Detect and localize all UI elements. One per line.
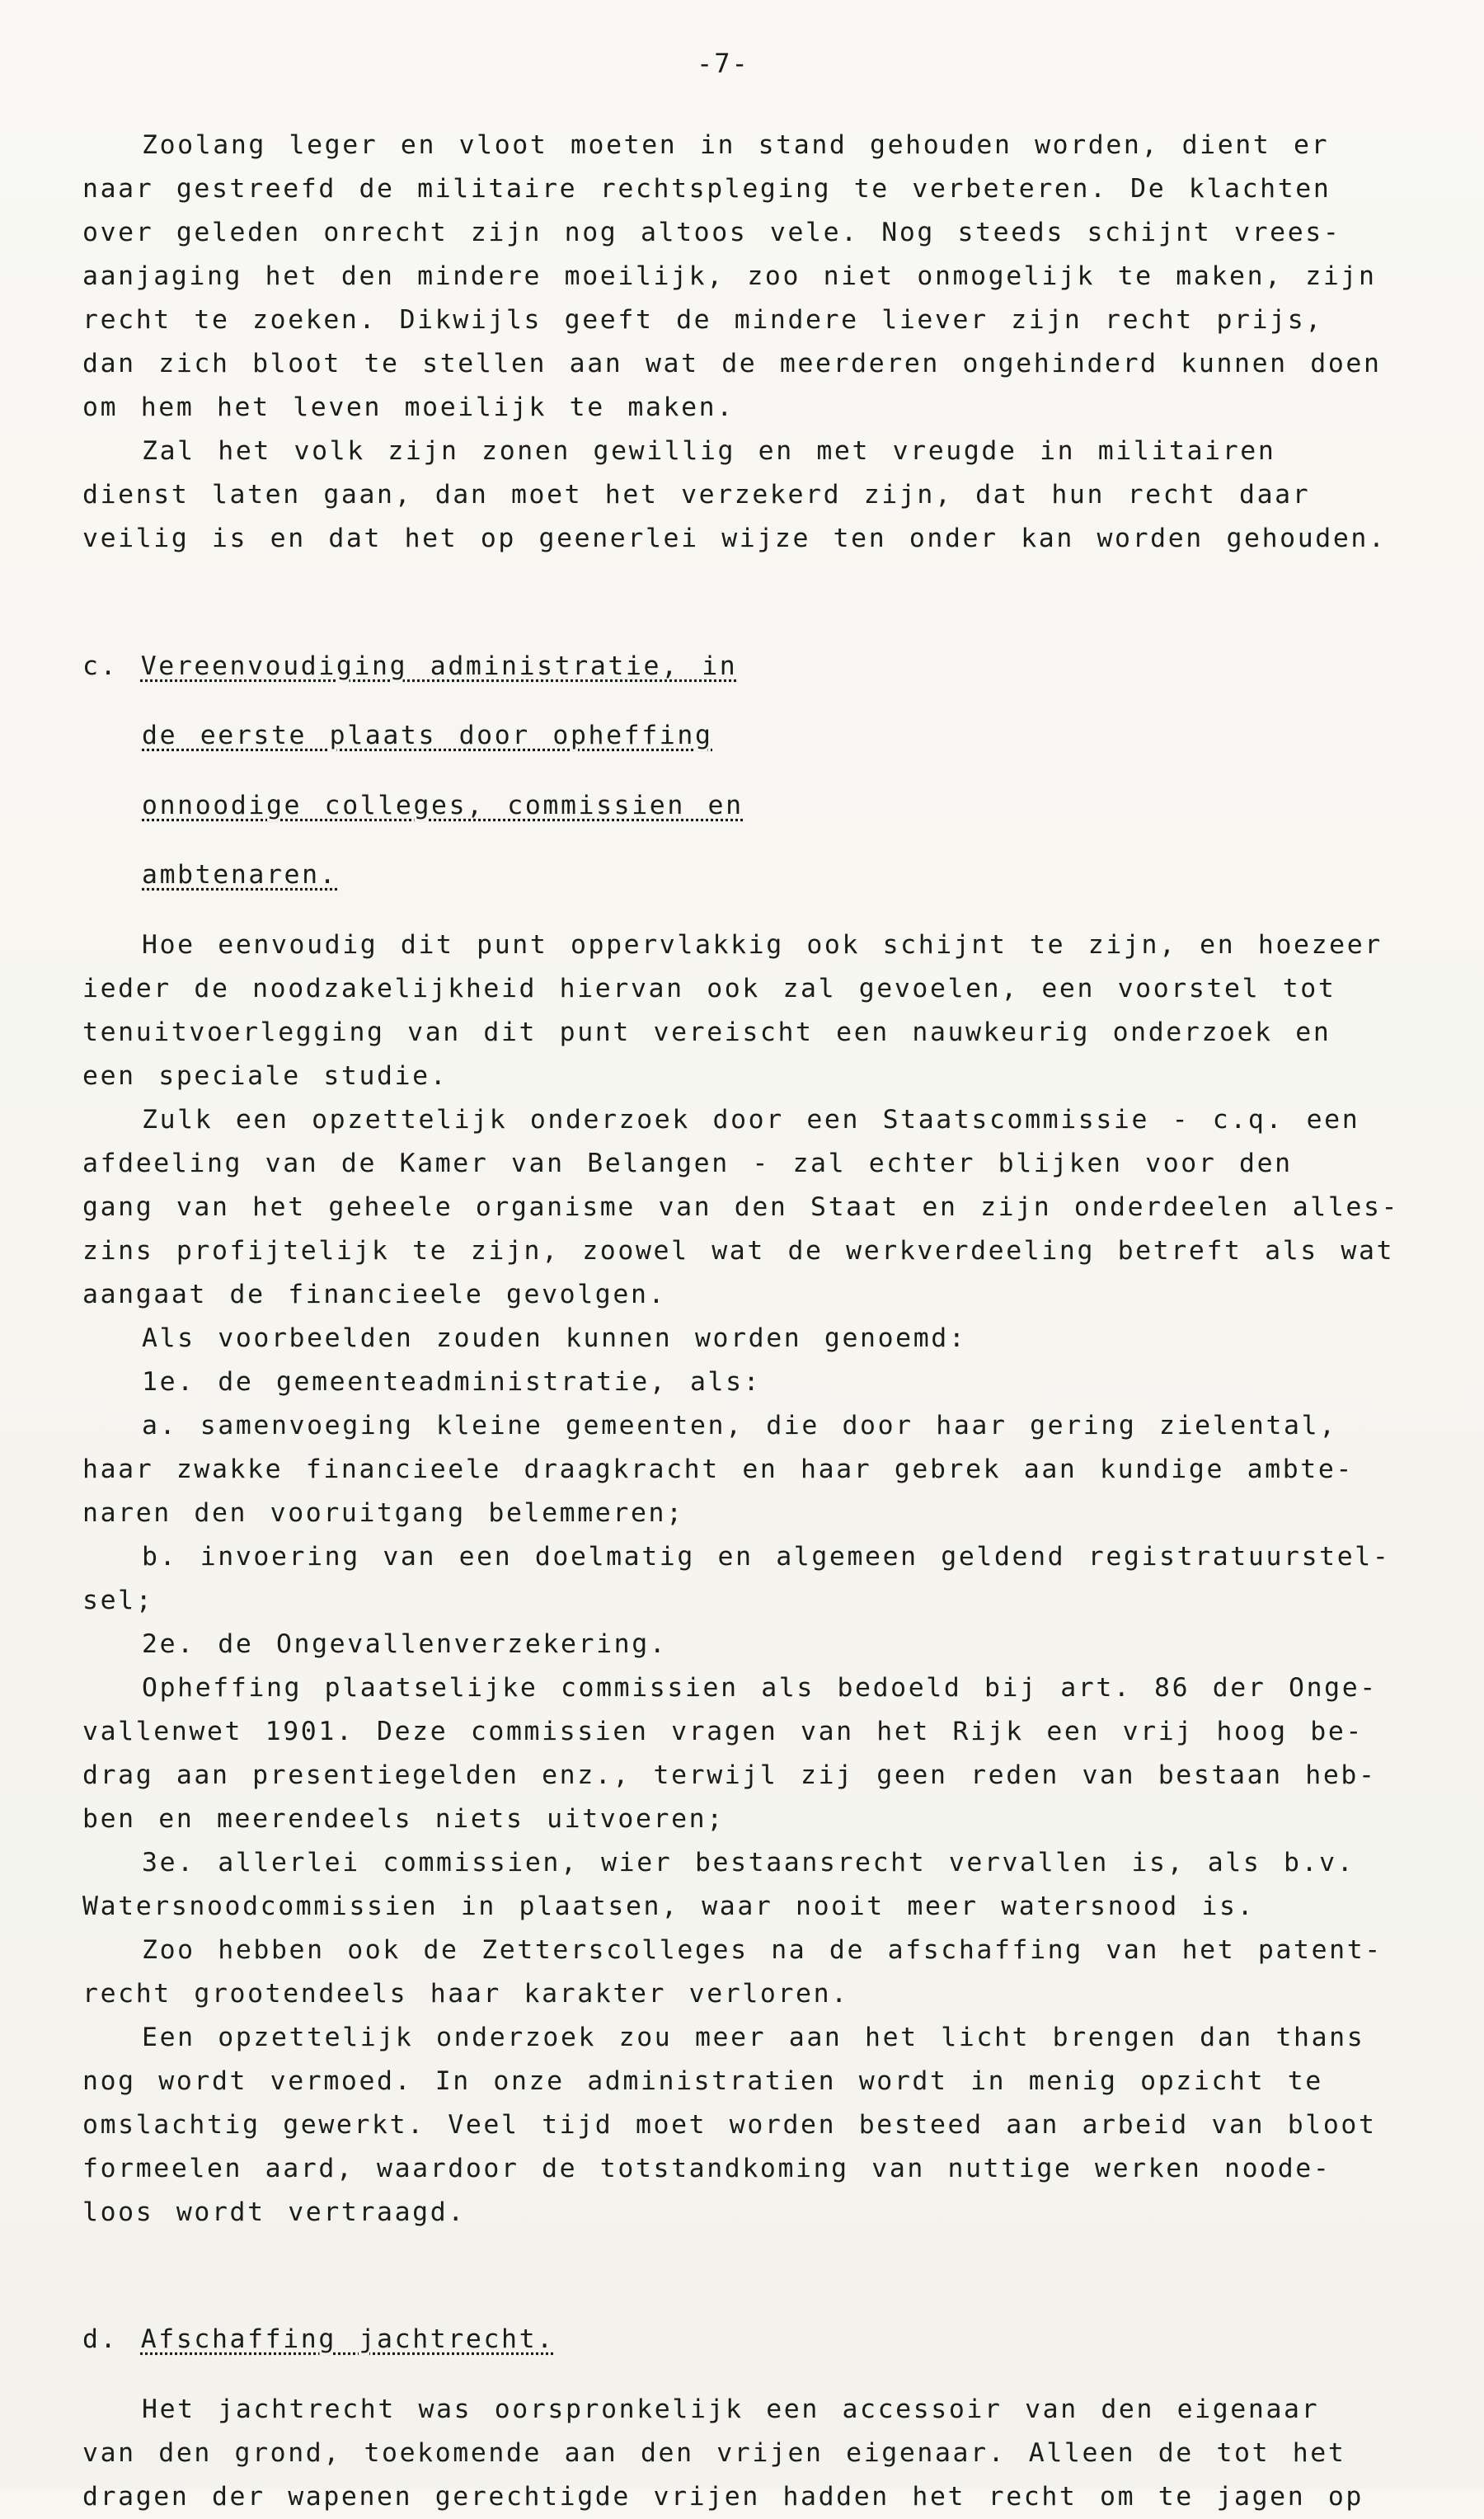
text-line: Het jachtrecht was oorspronkelijk een accessoir van den eigenaar (142, 2394, 1320, 2424)
text-line: ben en meerendeels niets uitvoeren; (82, 1803, 725, 1834)
text-line: naar gestreefd de militaire rechtspleging te verbeteren. De klachten (82, 174, 1331, 204)
text-line: Zal het volk zijn zonen gewillig en met vreugde in militairen (142, 436, 1276, 466)
paragraph-military-service (82, 430, 1435, 561)
text-line: tenuitvoerlegging van dit punt vereischt een nauwkeurig onderzoek en (82, 1017, 1331, 1047)
text-line: Zoo hebben ook de Zetterscolleges na de afschaffing van het patent- (142, 1934, 1383, 1965)
page-number: -7- (697, 48, 749, 79)
section-title-line: de eerste plaats door opheffing (142, 721, 713, 750)
section-title-line: onnoodige colleges, commissien en (142, 790, 744, 820)
text-line: drag aan presentiegelden enz., terwijl zij geen reden van bestaan heb- (82, 1760, 1377, 1790)
section-title: Vereenvoudiging administratie, in (140, 651, 738, 681)
example-item-1: 1e. de gemeenteadministratie, als: (142, 1366, 762, 1397)
example-item-2-text (82, 1666, 1435, 1841)
text-line: 3e. allerlei commissien, wier bestaansrecht vervallen is, als b.v. (142, 1847, 1355, 1878)
text-line: Een opzettelijk onderzoek zou meer aan het licht brengen dan thans (142, 2022, 1365, 2052)
section-d-heading (82, 2318, 1435, 2362)
text-line: omslachtig gewerkt. Veel tijd moet worden besteed aan arbeid van bloot (82, 2109, 1377, 2140)
text-line: ieder de noodzakelijkheid hiervan ook zal gevoelen, een voorstel tot (82, 973, 1336, 1003)
text-line: formeelen aard, waardoor de totstandkoming van nuttige werken noode- (82, 2153, 1331, 2183)
text-line: een speciale studie. (82, 1060, 448, 1091)
text-line: Zoolang leger en vloot moeten in stand gehouden worden, dient er (142, 130, 1330, 160)
section-c-heading (82, 645, 1435, 898)
document-body (82, 124, 1435, 2519)
text-line: afdeeling van de Kamer van Belangen - zal echter blijken voor den (82, 1148, 1293, 1178)
text-line: over geleden onrecht zijn nog altoos vele. Nog steeds schijnt vrees- (82, 218, 1341, 247)
section-title: Afschaffing jachtrecht. (140, 2324, 555, 2354)
section-marker: d. (82, 2324, 119, 2354)
text-line: naren den vooruitgang belemmeren; (82, 1497, 684, 1528)
text-line: veilig is en dat het op geenerlei wijze ten onder kan worden gehouden. (82, 524, 1387, 553)
paragraph-zetterscolleges (82, 1929, 1435, 2016)
text-line: nog wordt vermoed. In onze administratien wordt in menig opzicht te (82, 2065, 1323, 2096)
text-line: van den grond, toekomende aan den vrijen eigenaar. Alleen de tot het (82, 2437, 1346, 2468)
text-line: om hem het leven moeilijk te maken. (82, 392, 735, 422)
text-line: a. samenvoeging kleine gemeenten, die door haar gering zielental, (142, 1410, 1337, 1440)
text-line: Opheffing plaatselijke commissien als bedoeld bij art. 86 der Onge- (142, 1672, 1378, 1703)
text-line: Watersnoodcommissien in plaatsen, waar nooit meer watersnood is. (82, 1891, 1256, 1921)
text-line: zins profijtelijk te zijn, zoowel wat de werkverdeeling betreft als wat (82, 1235, 1395, 1266)
text-line: gang van het geheele organisme van den Staat en zijn onderdeelen alles- (82, 1191, 1400, 1222)
text-line: dienst laten gaan, dan moet het verzekerd zijn, dat hun recht daar (82, 480, 1311, 510)
paragraph-simplification (82, 923, 1435, 1098)
paragraph-hunting-rights (82, 2388, 1435, 2519)
example-item-1b (82, 1535, 1435, 1623)
paragraph-state-commission (82, 1098, 1435, 1317)
text-line: sel; (82, 1585, 154, 1615)
text-line: Zulk een opzettelijk onderzoek door een Staatscommissie - c.q. een (142, 1104, 1360, 1135)
example-item-1a (82, 1404, 1435, 1535)
text-line: aanjaging het den mindere moeilijk, zoo niet onmogelijk te maken, zijn (82, 261, 1377, 291)
text-line: b. invoering van een doelmatig en algemeen geldend registratuurstel- (142, 1541, 1391, 1572)
text-line: recht grootendeels haar karakter verloren. (82, 1978, 849, 2009)
text-line: dragen der wapenen gerechtigde vrijen hadden het recht om te jagen op (82, 2481, 1364, 2512)
text-line: Hoe eenvoudig dit punt oppervlakkig ook schijnt te zijn, en hoezeer (142, 929, 1383, 960)
paragraph-investigation (82, 2016, 1435, 2235)
text-line: dan zich bloot te stellen aan wat de meerderen ongehinderd kunnen doen (82, 349, 1382, 378)
text-line: recht te zoeken. Dikwijls geeft de mindere liever zijn recht prijs, (82, 305, 1323, 335)
examples-intro: Als voorbeelden zouden kunnen worden genoemd: (142, 1323, 967, 1353)
paragraph-army-justice (82, 124, 1435, 430)
text-line: haar zwakke financieele draagkracht en haar gebrek aan kundige ambte- (82, 1454, 1354, 1484)
text-line: loos wordt vertraagd. (82, 2197, 466, 2227)
text-line: vallenwet 1901. Deze commissien vragen van het Rijk een vrij hoog be- (82, 1716, 1364, 1746)
example-item-2: 2e. de Ongevallenverzekering. (142, 1628, 668, 1659)
section-title-line: ambtenaren. (142, 860, 338, 890)
section-marker: c. (82, 651, 119, 681)
text-line: aangaat de financieele gevolgen. (82, 1279, 667, 1309)
example-item-3 (82, 1841, 1435, 1929)
